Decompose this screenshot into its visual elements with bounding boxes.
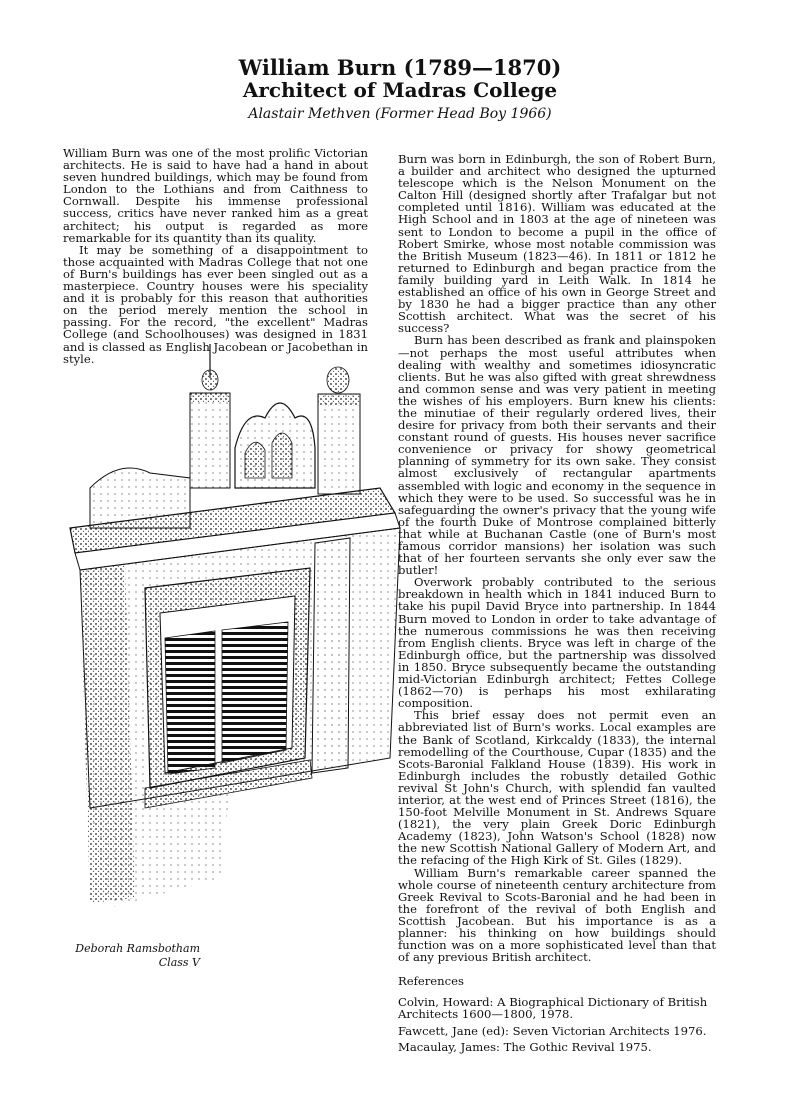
- paragraph: Burn has been described as frank and plainspoken—not perhaps the most useful attributes when dealing with wealthy and sometimes idiosyncratic clients. But he was also gifted with great shrewdness and common sense and was very patient in meeting the wishes of his employers. Burn knew his clients: the minutiae of their regularly ordered lives, their desire for privacy from both their servants and their constant round of guests. His houses never sacrifice convenience or privacy for showy geometrical planning of symmetry for its own sake. They consist almost exclusively of rectangular apartments assembled with logic and economy in the sequence in which they were to be used. So successful was he in safeguarding the owner's privacy that the young wife of the fourth Duke of Montrose complained bitterly that while at Buchanan Castle (one of Burn's most famous corridor mansions) her isolation was such that of her fourteen servants she only ever saw the butler!: [398, 333, 716, 578]
- article-author: Alastair Methven (Former Head Boy 1966): [248, 106, 552, 122]
- paragraph: Overwork probably contributed to the serious breakdown in health which in 1841 induced Burn to take his pupil David Bryce into partnership. In 1844 Burn moved to London in order to take advantage of the numerous commissions he was then receiving from English clients. Bryce was left in charge of the Edinburgh office, but the partnership was dissolved in 1850. Bryce subsequently became the outstanding mid-Victorian Edinburgh architect; Fettes College (1862—70) is perhaps his most exhilarating composition.: [398, 575, 716, 711]
- reference-item: Fawcett, Jane (ed): Seven Victorian Architects 1976.: [398, 1023, 707, 1038]
- paragraph: Burn was born in Edinburgh, the son of Robert Burn, a builder and architect who designed the upturned telescope which is the Nelson Monument on the Calton Hill (designed shortly after Trafalgar but not completed until 1816). William was educated at the High School and in 1803 at the age of nineteen was sent to London to become a pupil in the office of Robert Smirke, whose most notable commission was the British Museum (1823—46). In 1811 or 1812 he returned to Edinburgh and began practice from the family building yard in Leith Walk. In 1814 he established an office of his own in George Street and by 1830 he had a bigger practice than any other Scottish architect. What was the secret of his success?: [398, 152, 716, 336]
- references-heading: References: [398, 974, 464, 988]
- article-title-line2: Architect of Madras College: [242, 78, 558, 102]
- reference-item: Macaulay, James: The Gothic Revival 1975.: [398, 1040, 652, 1054]
- illustration-credit: [60, 942, 200, 970]
- paragraph: William Burn's remarkable career spanned the whole course of nineteenth century architecture from Greek Revival to Scots-Baronial and he had been in the forefront of the revival of both English and Scottish Jacobean. But his importance is as a planner: his thinking on how buildings should function was on a more sophisticated level than that of any previous British architect.: [398, 865, 716, 965]
- article-title-line1: William Burn (1789—1870): [238, 55, 562, 80]
- paragraph: It may be something of a disappointment to those acquainted with Madras College that not one of Burn's buildings has ever been singled out as a masterpiece. Country houses were his speciality and it is probably for this reason that authorities on the period merely mention the school in passing. For the record, "the excellent" Madras College (and Schoolhouses) was designed in 1831 and is classed as English Jacobean or Jacobethan in style.: [63, 242, 368, 366]
- left-column: [63, 147, 368, 365]
- building-illustration: [50, 338, 410, 918]
- reference-item: Colvin, Howard: A Biographical Dictionary of British Architects 1600—1800, 1978.: [398, 994, 708, 1021]
- credit-artist: Deborah Ramsbotham: [75, 942, 200, 955]
- credit-class: Class V: [158, 956, 200, 969]
- right-column: [398, 153, 716, 963]
- paragraph: William Burn was one of the most prolific Victorian architects. He is said to have had a hand in about seven hundred buildings, which may be found from London to the Lothians and from Caithness to Cornwall. Despite his immense professional success, critics have never ranked him as a great architect; his output is regarded as more remarkable for its quantity than its quality.: [63, 146, 368, 245]
- paragraph: This brief essay does not permit even an abbreviated list of Burn's works. Local examples are the Bank of Scotland, Kirkcaldy (1833), the internal remodelling of the Courthouse, Cupar (1835) and the Scots-Baronial Falkland House (1839). His work in Edinburgh includes the robustly detailed Gothic revival St John's Church, with splendid fan vaulted interior, at the west end of Princes Street (1816), the 150-foot Melville Monument in St. Andrews Square (1821), the very plain Greek Doric Edinburgh Academy (1823), John Watson's School (1828) now the new Scottish National Gallery of Modern Art, and the refacing of the High Kirk of St. Giles (1829).: [398, 708, 716, 868]
- references-section: [398, 975, 718, 1058]
